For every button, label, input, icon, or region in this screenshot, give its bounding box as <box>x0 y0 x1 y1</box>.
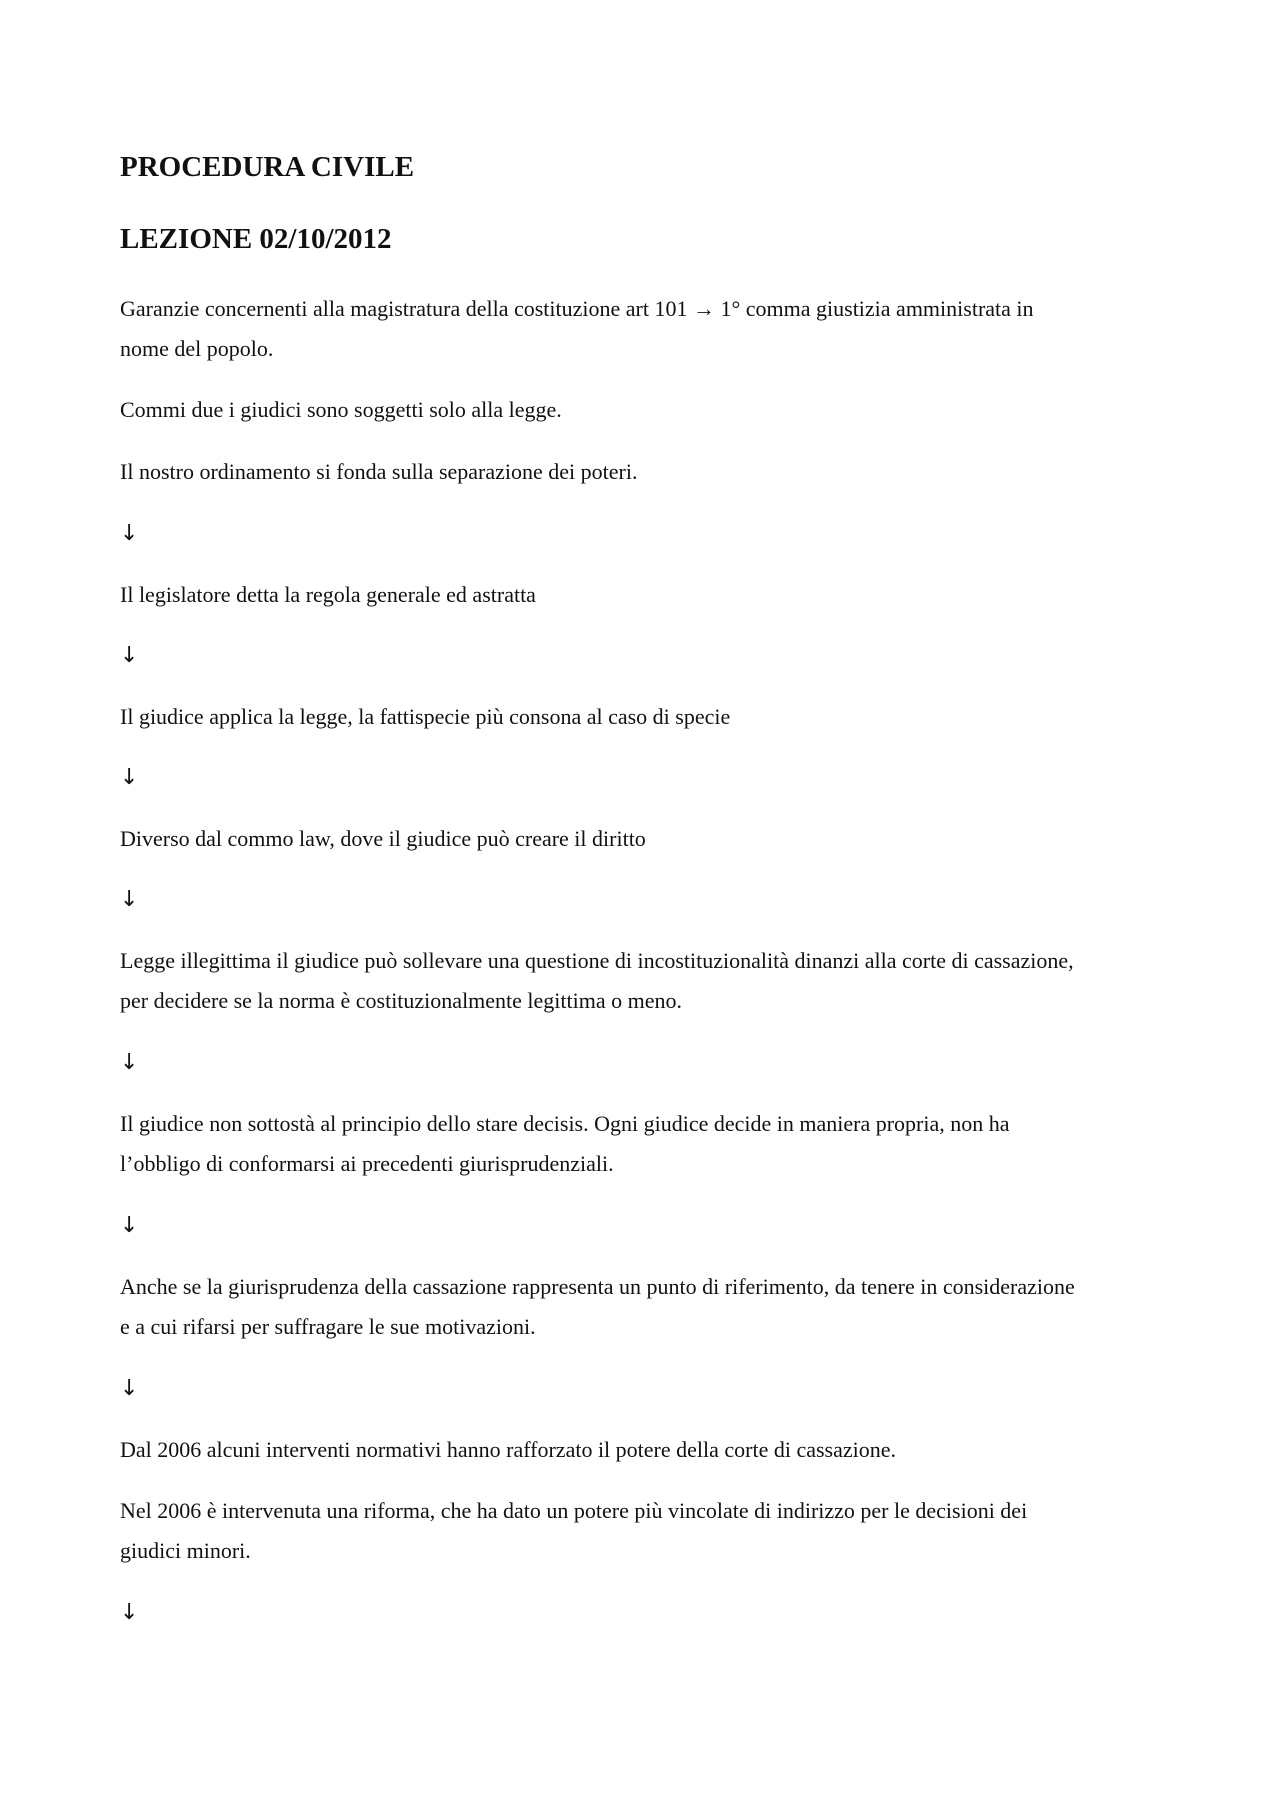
paragraph-stare-decisis: Il giudice non sottostà al principio dello stare decisis. Ogni giudice decide in maniera propria, non ha l’obbligo di conformarsi ai precedenti giurisprudenziali. <box>120 1111 1010 1176</box>
down-arrow-icon: ↓ <box>120 1050 139 1075</box>
paragraph-cassation-jurisprudence: Anche se la giurisprudenza della cassazione rappresenta un punto di riferimento, da tenere in considerazione e a cui rifarsi per suffragare le sue motivazioni. <box>120 1274 1075 1339</box>
down-arrow-icon: ↓ <box>120 1376 139 1401</box>
paragraph-2006-interventions: Dal 2006 alcuni interventi normativi hanno rafforzato il potere della corte di cassazione. <box>120 1437 897 1462</box>
down-arrow-icon: ↓ <box>120 1600 139 1625</box>
down-arrow-icon: ↓ <box>120 643 139 668</box>
paragraph-2006-reform: Nel 2006 è intervenuta una riforma, che ha dato un potere più vincolate di indirizzo per le decisioni dei giudici minori. <box>120 1498 1028 1563</box>
lesson-date-heading: LEZIONE 02/10/2012 <box>120 223 392 255</box>
paragraph-common-law: Diverso dal commo law, dove il giudice può creare il diritto <box>120 826 646 851</box>
paragraph-separation-of-powers: Il nostro ordinamento si fonda sulla separazione dei poteri. <box>120 459 638 484</box>
paragraph-judges-subject-to-law: Commi due i giudici sono soggetti solo alla legge. <box>120 397 562 422</box>
down-arrow-icon: ↓ <box>120 765 139 790</box>
paragraph-unconstitutionality: Legge illegittima il giudice può sollevare una questione di incostituzionalità dinanzi alla corte di cassazione, per decidere se la norma è costituzionalmente legittima o meno. <box>120 948 1074 1013</box>
paragraph-guarantees: Garanzie concernenti alla magistratura della costituzione art 101 → 1° comma giustizia amministrata in nome del popolo. <box>120 296 1034 361</box>
down-arrow-icon: ↓ <box>120 521 139 546</box>
down-arrow-icon: ↓ <box>120 887 139 912</box>
paragraph-judge-applies-law: Il giudice applica la legge, la fattispecie più consona al caso di specie <box>120 704 731 729</box>
paragraph-legislator: Il legislatore detta la regola generale ed astratta <box>120 582 536 607</box>
document-title: PROCEDURA CIVILE <box>120 151 415 183</box>
down-arrow-icon: ↓ <box>120 1213 139 1238</box>
